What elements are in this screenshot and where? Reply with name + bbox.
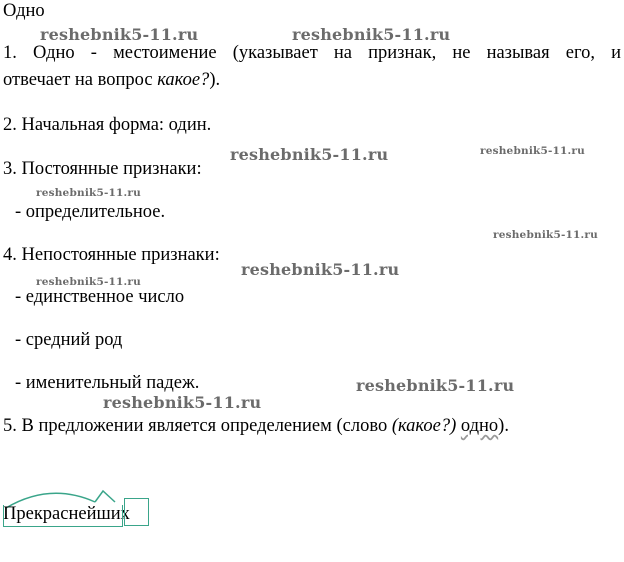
morph-word: Прекраснейших bbox=[3, 504, 130, 524]
item-5-end: ). bbox=[498, 416, 509, 436]
item-5 bbox=[3, 415, 509, 437]
watermark: reshebnik5-11.ru bbox=[36, 187, 141, 199]
item-1-question: какое? bbox=[157, 70, 210, 90]
item-5-question: (какое?) bbox=[391, 416, 457, 436]
item-3-heading: 3. Постоянные признаки: bbox=[3, 159, 202, 179]
item-4-heading: 4. Непостоянные признаки: bbox=[3, 245, 220, 265]
item-5-text: 5. В предложении является определением (слово bbox=[3, 416, 392, 436]
watermark: reshebnik5-11.ru bbox=[292, 25, 451, 44]
watermark: reshebnik5-11.ru bbox=[356, 376, 515, 395]
watermark: reshebnik5-11.ru bbox=[40, 25, 199, 44]
watermark: reshebnik5-11.ru bbox=[493, 229, 598, 241]
page-title: Одно bbox=[3, 1, 45, 21]
watermark: reshebnik5-11.ru bbox=[103, 393, 262, 412]
item-1-end: ). bbox=[209, 70, 221, 90]
item-4-value-gender: - средний род bbox=[15, 330, 123, 350]
watermark: reshebnik5-11.ru bbox=[230, 145, 389, 164]
item-4-value-number: - единственное число bbox=[15, 287, 185, 307]
item-5-word: одно bbox=[460, 416, 499, 436]
suffix-bracket bbox=[3, 505, 123, 527]
item-1-text: отвечает на вопрос bbox=[3, 70, 158, 90]
watermark: reshebnik5-11.ru bbox=[36, 276, 141, 288]
item-2: 2. Начальная форма: один. bbox=[3, 115, 212, 135]
watermark: reshebnik5-11.ru bbox=[241, 260, 400, 279]
item-3-value: - определительное. bbox=[15, 202, 166, 222]
ending-box bbox=[124, 498, 149, 526]
item-4-value-case: - именительный падеж. bbox=[15, 373, 200, 393]
item-1-line-1: 1. Одно - местоимение (указывает на признак, не называя его, и bbox=[3, 43, 621, 63]
watermark: reshebnik5-11.ru bbox=[480, 145, 585, 157]
item-1-line-2 bbox=[3, 69, 220, 91]
